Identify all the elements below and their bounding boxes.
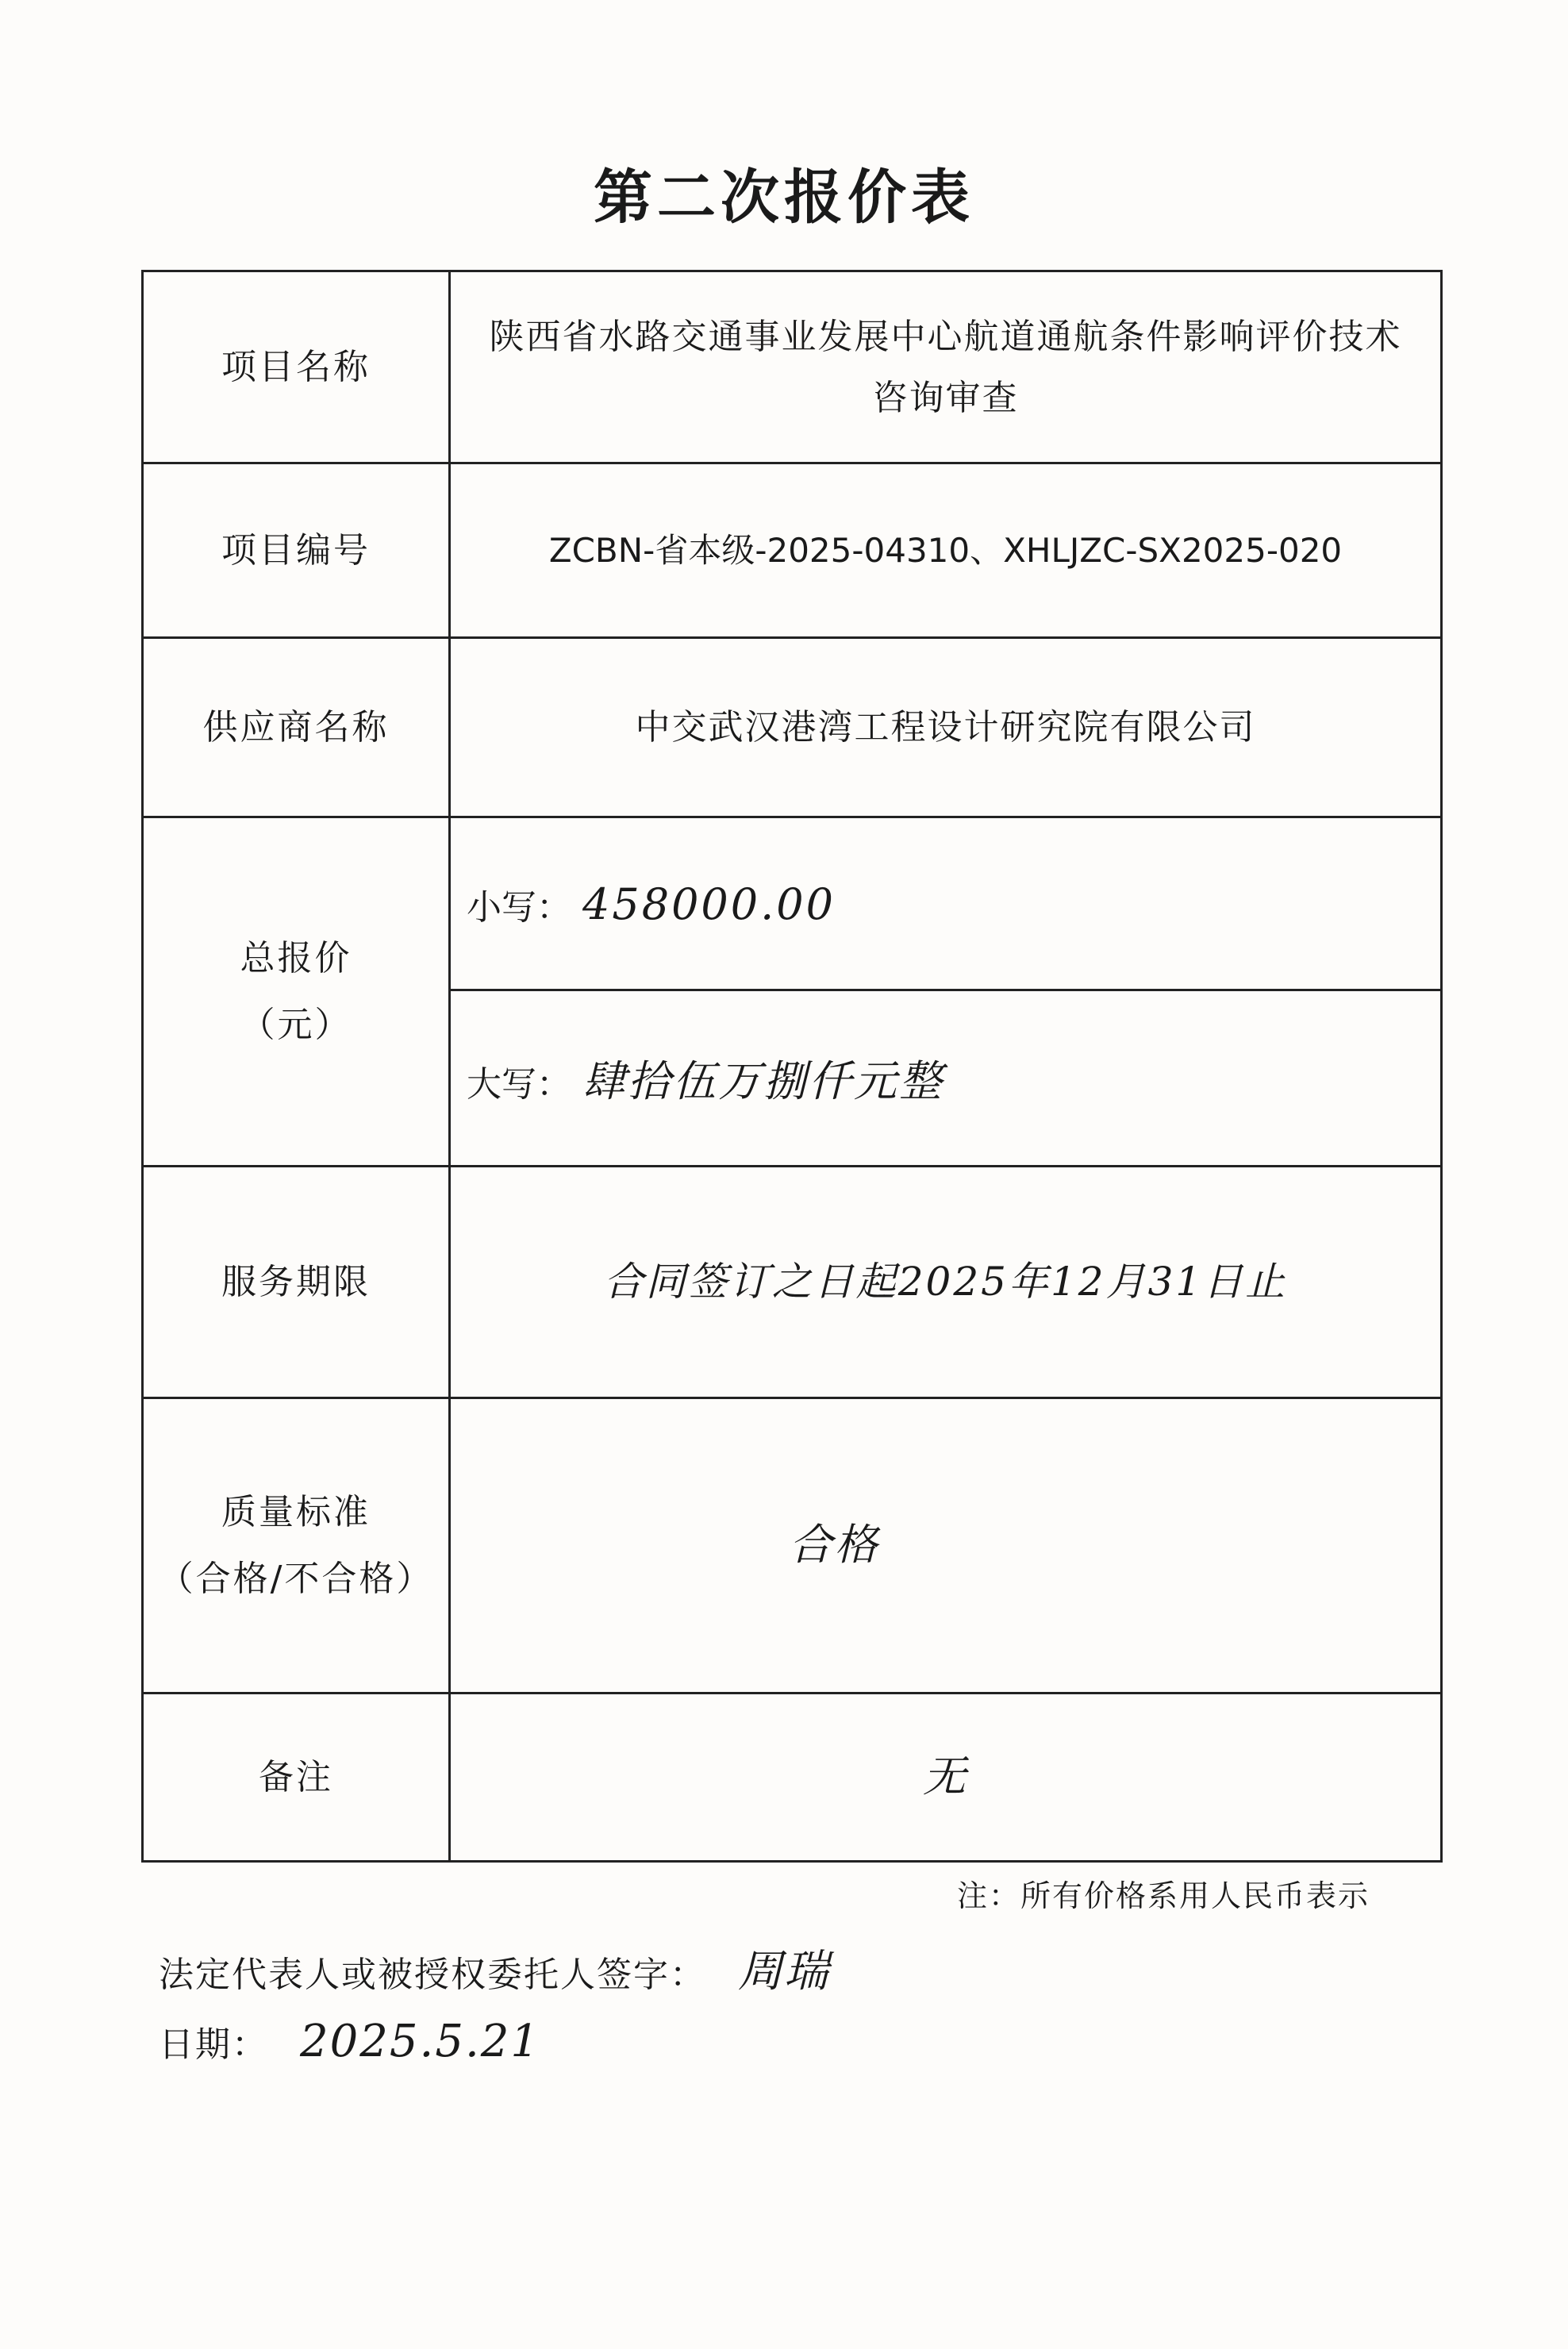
service-period-cell — [450, 1167, 1442, 1398]
row-project-code — [143, 463, 1442, 638]
quality-label — [143, 1398, 450, 1694]
date-row — [159, 2016, 540, 2067]
remark-value: 无 — [923, 1751, 968, 1802]
signature-label: 法定代表人或被授权委托人签字： — [159, 1955, 706, 1995]
supplier-label: 供应商名称 — [143, 638, 450, 817]
remark-label: 备注 — [143, 1694, 450, 1862]
total-price-label — [143, 817, 450, 1167]
total-price-small-cell — [450, 817, 1442, 990]
signature-value: 周瑞 — [738, 1946, 830, 1997]
project-name-value: 陕西省水路交通事业发展中心航道通航条件影响评价技术咨询审查 — [450, 271, 1442, 463]
page-title: 第二次报价表 — [594, 163, 974, 232]
row-supplier — [143, 638, 1442, 817]
total-price-big-cell — [450, 990, 1442, 1167]
currency-note: 注：所有价格系用人民币表示 — [956, 1878, 1370, 1913]
project-name-label: 项目名称 — [143, 271, 450, 463]
date-value: 2025.5.21 — [300, 2016, 541, 2067]
row-quality — [143, 1398, 1442, 1694]
total-price-label-line1: 总报价 — [240, 937, 352, 978]
quality-cell — [450, 1398, 1442, 1694]
row-service-period — [143, 1167, 1442, 1398]
quality-label-line2: （合格/不合格） — [158, 1558, 434, 1599]
remark-cell — [450, 1694, 1442, 1862]
quality-label-line1: 质量标准 — [221, 1491, 371, 1532]
row-total-small — [143, 817, 1442, 990]
date-label: 日期： — [159, 2024, 268, 2065]
service-period-label: 服务期限 — [143, 1167, 450, 1398]
service-period-value: 合同签订之日起2025年12月31日止 — [603, 1258, 1288, 1305]
big-value: 肆拾伍万捌仟元整 — [582, 1056, 944, 1106]
row-remark — [143, 1694, 1442, 1862]
big-label: 大写： — [467, 1064, 571, 1105]
row-project-name — [143, 271, 1442, 463]
supplier-value: 中交武汉港湾工程设计研究院有限公司 — [450, 638, 1442, 817]
signature-row — [159, 1936, 830, 2000]
project-code-value: ZCBN-省本级-2025-04310、XHLJZC-SX2025-020 — [450, 463, 1442, 638]
quality-value: 合格 — [789, 1520, 880, 1570]
quote-table — [141, 270, 1443, 1863]
small-label: 小写： — [467, 886, 571, 928]
small-value: 458000.00 — [582, 878, 836, 929]
project-code-label: 项目编号 — [143, 463, 450, 638]
total-price-label-line2: （元） — [240, 1004, 352, 1045]
